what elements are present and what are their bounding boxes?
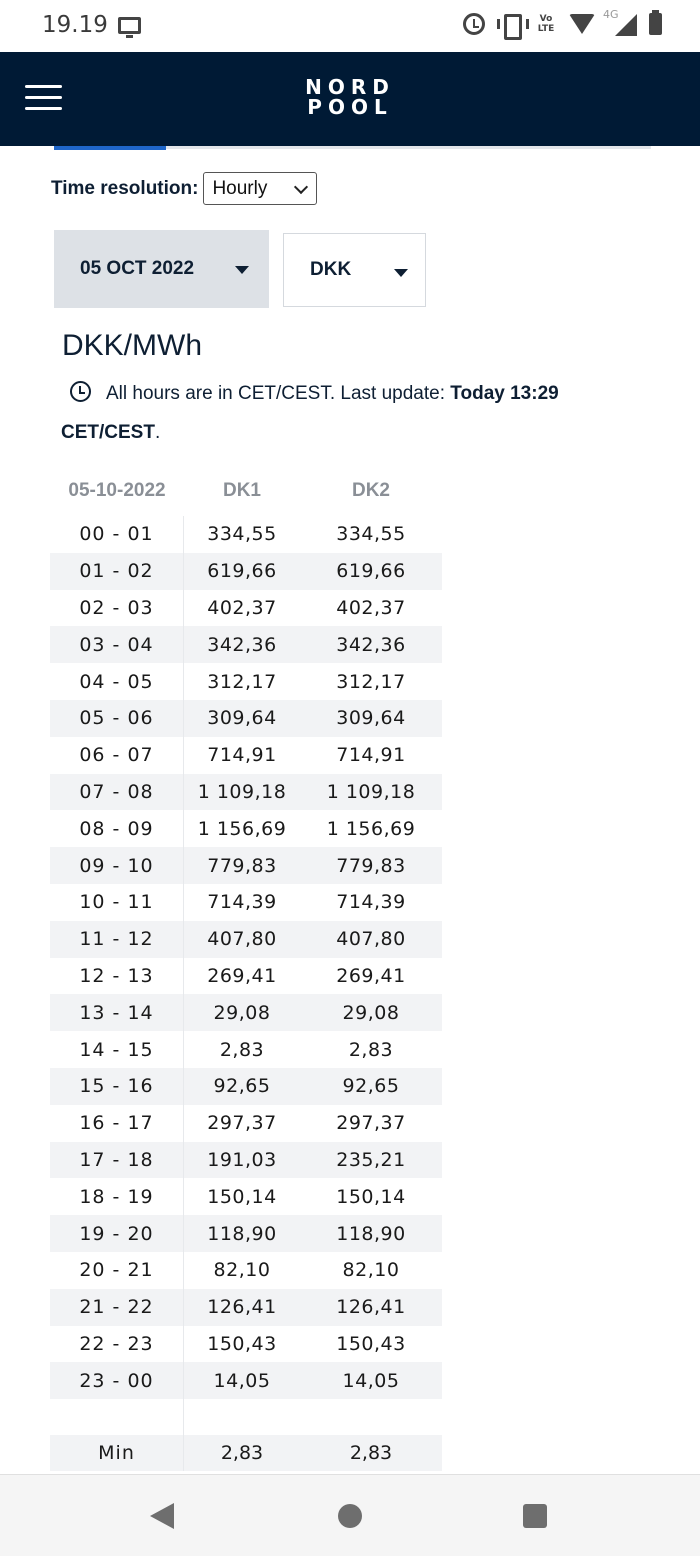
dk2-price-cell: 309,64	[336, 707, 406, 730]
signal-bars-icon	[615, 14, 637, 36]
back-icon[interactable]	[150, 1503, 174, 1529]
info-suffix: .	[154, 422, 161, 443]
dk2-price-cell: 126,41	[336, 1296, 406, 1319]
hour-cell: 14 - 15	[50, 1031, 184, 1068]
price-table	[50, 473, 442, 1471]
dk2-price-cell: 235,21	[336, 1148, 406, 1171]
hour-cell: 00 - 01	[50, 516, 184, 553]
hour-cell: 03 - 04	[50, 626, 184, 663]
vibrate-icon	[497, 14, 523, 34]
clock-icon	[70, 381, 91, 402]
table-body	[50, 516, 442, 1399]
dk2-price-cell: 407,80	[336, 928, 406, 951]
dk2-price-cell: 150,14	[336, 1185, 406, 1208]
table-row	[50, 847, 442, 884]
dk1-price-cell: 309,64	[207, 707, 277, 730]
table-row	[50, 1105, 442, 1142]
dk2-price-cell: 402,37	[336, 596, 406, 619]
dk1-price-cell: 150,14	[207, 1185, 277, 1208]
status-time: 19.19	[42, 12, 108, 38]
table-spacer-row	[50, 1399, 442, 1435]
dk1-price-cell: 2,83	[219, 1038, 265, 1061]
hour-cell: 09 - 10	[50, 847, 184, 884]
last-update-time: Today 13:29	[450, 383, 559, 404]
time-resolution-label: Time resolution:	[51, 177, 199, 199]
table-row	[50, 626, 442, 663]
dk2-price-cell: 150,43	[336, 1332, 406, 1355]
signal-icon	[603, 8, 637, 36]
dk1-price-cell: 92,65	[213, 1075, 271, 1098]
hour-cell: 23 - 00	[50, 1362, 184, 1399]
caret-down-icon	[235, 266, 249, 274]
hour-cell: 22 - 23	[50, 1326, 184, 1363]
caret-down-icon	[394, 269, 408, 277]
table-row	[50, 1252, 442, 1289]
currency-value: DKK	[310, 259, 352, 280]
table-row	[50, 994, 442, 1031]
dk1-price-cell: 118,90	[207, 1222, 277, 1245]
dk1-price-cell: 619,66	[207, 560, 277, 583]
dk1-price-cell: 126,41	[207, 1296, 277, 1319]
date-value: 05 OCT 2022	[80, 258, 195, 279]
hour-cell: 02 - 03	[50, 590, 184, 627]
dk1-price-cell: 779,83	[207, 854, 277, 877]
table-row	[50, 553, 442, 590]
recent-apps-icon[interactable]	[523, 1504, 547, 1528]
dk1-price-cell: 297,37	[207, 1112, 277, 1135]
table-row	[50, 1215, 442, 1252]
table-row	[50, 1178, 442, 1215]
table-row	[50, 663, 442, 700]
column-header-date: 05-10-2022	[68, 480, 166, 501]
logo-line-1: NORD	[305, 75, 395, 99]
timezone-label: CET/CEST	[61, 422, 155, 443]
hour-cell: 16 - 17	[50, 1105, 184, 1142]
dk1-price-cell: 714,91	[207, 744, 277, 767]
table-row	[50, 774, 442, 811]
system-nav-bar	[0, 1474, 700, 1556]
dk1-price-cell: 342,36	[207, 633, 277, 656]
dk2-price-cell: 14,05	[342, 1369, 400, 1392]
hour-cell: 07 - 08	[50, 774, 184, 811]
hour-cell: 13 - 14	[50, 994, 184, 1031]
dk2-price-cell: 714,91	[336, 744, 406, 767]
hour-cell: 19 - 20	[50, 1215, 184, 1252]
hour-cell: 20 - 21	[50, 1252, 184, 1289]
hour-cell: 15 - 16	[50, 1068, 184, 1105]
dk1-price-cell: 82,10	[213, 1259, 271, 1282]
time-resolution-select[interactable]	[203, 172, 317, 205]
battery-icon	[649, 13, 662, 35]
dk2-price-cell: 1 109,18	[326, 780, 416, 803]
dk2-price-cell: 334,55	[336, 523, 406, 546]
table-row	[50, 1068, 442, 1105]
tab-strip	[54, 146, 651, 149]
hamburger-menu-icon[interactable]	[25, 85, 62, 111]
active-tab-indicator[interactable]	[54, 146, 166, 150]
hour-cell: 18 - 19	[50, 1178, 184, 1215]
table-row	[50, 810, 442, 847]
status-icons	[463, 8, 662, 36]
dk2-price-cell: 269,41	[336, 964, 406, 987]
dk1-price-cell: 191,03	[207, 1148, 277, 1171]
column-header-dk2: DK2	[351, 480, 390, 501]
hour-cell: 21 - 22	[50, 1289, 184, 1326]
hour-cell: 04 - 05	[50, 663, 184, 700]
logo-line-2: POOL	[307, 95, 393, 119]
dk1-price-cell: 334,55	[207, 523, 277, 546]
hour-cell: 08 - 09	[50, 810, 184, 847]
table-row	[50, 1289, 442, 1326]
hour-cell: 12 - 13	[50, 958, 184, 995]
dk1-price-cell: 29,08	[213, 1001, 271, 1024]
table-row	[50, 737, 442, 774]
dk2-price-cell: 619,66	[336, 560, 406, 583]
table-row	[50, 516, 442, 553]
table-row	[50, 1031, 442, 1068]
dk1-price-cell: 14,05	[213, 1369, 271, 1392]
table-row	[50, 1326, 442, 1363]
dk2-price-cell: 1 156,69	[326, 817, 416, 840]
summary-dk2: 2,83	[349, 1442, 393, 1465]
unit-title: DKK/MWh	[62, 329, 203, 362]
hour-cell: 17 - 18	[50, 1142, 184, 1179]
table-row	[50, 958, 442, 995]
table-row	[50, 921, 442, 958]
dk2-price-cell: 2,83	[348, 1038, 394, 1061]
hour-cell: 05 - 06	[50, 700, 184, 737]
table-row	[50, 700, 442, 737]
dk1-price-cell: 312,17	[207, 670, 277, 693]
status-bar	[0, 0, 700, 52]
volte-icon: Vo LTE	[537, 14, 555, 34]
dk1-price-cell: 1 109,18	[197, 780, 287, 803]
column-header-dk1: DK1	[222, 480, 261, 501]
dk2-price-cell: 82,10	[342, 1259, 400, 1282]
hour-cell: 06 - 07	[50, 737, 184, 774]
chevron-down-icon	[294, 180, 308, 194]
summary-dk1: 2,83	[220, 1442, 264, 1465]
hour-cell: 11 - 12	[50, 921, 184, 958]
time-resolution	[51, 172, 317, 205]
nord-pool-logo[interactable]	[290, 77, 410, 117]
dk2-price-cell: 118,90	[336, 1222, 406, 1245]
table-row	[50, 884, 442, 921]
screen-icon	[118, 17, 141, 34]
dk2-price-cell: 29,08	[342, 1001, 400, 1024]
dk2-price-cell: 92,65	[342, 1075, 400, 1098]
dk2-price-cell: 714,39	[336, 891, 406, 914]
alarm-icon	[463, 13, 485, 35]
table-header	[50, 473, 442, 509]
app-header	[0, 52, 700, 146]
home-icon[interactable]	[338, 1504, 362, 1528]
hour-cell: 10 - 11	[50, 884, 184, 921]
dk2-price-cell: 779,83	[336, 854, 406, 877]
dk2-price-cell: 312,17	[336, 670, 406, 693]
table-row	[50, 590, 442, 627]
currency-picker[interactable]	[283, 233, 426, 307]
table-summary-row	[50, 1435, 442, 1471]
date-picker[interactable]	[54, 230, 269, 308]
table-row	[50, 1362, 442, 1399]
table-row	[50, 1142, 442, 1179]
update-info	[61, 374, 621, 452]
summary-label: Min	[50, 1435, 184, 1471]
dk1-price-cell: 1 156,69	[197, 817, 287, 840]
dk1-price-cell: 269,41	[207, 964, 277, 987]
info-text: All hours are in CET/CEST. Last update:	[106, 383, 451, 404]
dk1-price-cell: 150,43	[207, 1332, 277, 1355]
dk1-price-cell: 714,39	[207, 891, 277, 914]
wifi-icon	[569, 14, 595, 34]
dk1-price-cell: 402,37	[207, 596, 277, 619]
network-type-label: 4G	[603, 8, 619, 21]
dk1-price-cell: 407,80	[207, 928, 277, 951]
hour-cell: 01 - 02	[50, 553, 184, 590]
time-resolution-value: Hourly	[212, 177, 268, 199]
dk2-price-cell: 297,37	[336, 1112, 406, 1135]
dk2-price-cell: 342,36	[336, 633, 406, 656]
